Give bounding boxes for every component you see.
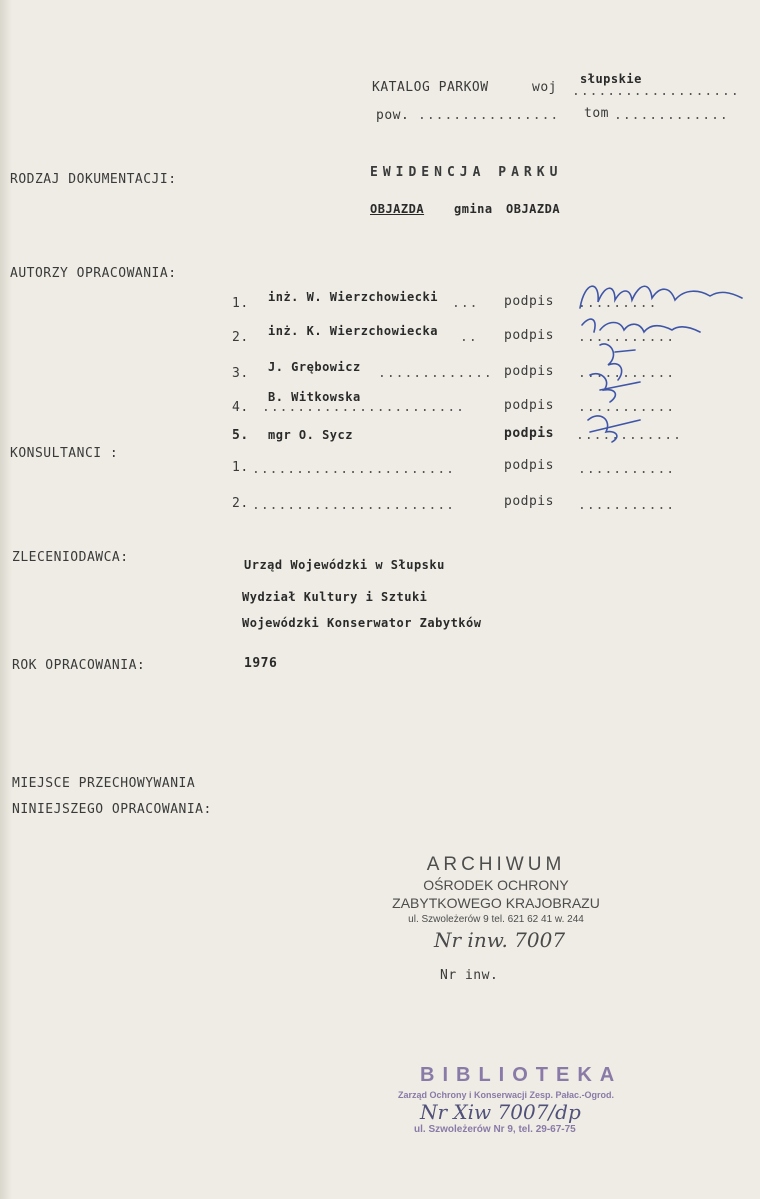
signature-dots-3: ........... xyxy=(578,366,676,381)
signature-dots-2: ........... xyxy=(578,330,676,345)
consultant-num-1: 1. xyxy=(232,460,249,475)
consultant-dots-2: ....................... xyxy=(252,498,456,513)
author-name-1: inż. W. Wierzchowiecki xyxy=(268,290,438,304)
consultant-signature-label-1: podpis xyxy=(504,458,554,473)
year-label: ROK OPRACOWANIA: xyxy=(12,658,146,673)
author-name-5: mgr O. Sycz xyxy=(268,428,353,442)
consultant-signature-dots-1: ........... xyxy=(578,462,676,477)
author-name-2: inż. K. Wierzchowiecka xyxy=(268,324,438,338)
signature-dots-4: ........... xyxy=(578,400,676,415)
signature-label-1: podpis xyxy=(504,294,554,309)
pow-label: pow. xyxy=(376,108,410,123)
consultant-num-2: 2. xyxy=(232,496,249,511)
woj-label: woj xyxy=(532,80,557,95)
author-num-4: 4. xyxy=(232,400,249,415)
signature-label-5: podpis xyxy=(504,426,554,441)
author-dots-2: .. xyxy=(460,330,478,345)
archive-handwritten-number: Nr inw. 7007 xyxy=(434,928,566,952)
archive-stamp-title: ARCHIWUM xyxy=(426,854,566,875)
client-line-2: Wydział Kultury i Sztuki xyxy=(242,590,428,604)
client-line-1: Urząd Wojewódzki w Słupsku xyxy=(244,558,445,572)
doc-title: EWIDENCJA PARKU xyxy=(370,165,563,180)
consultant-signature-dots-2: ........... xyxy=(578,498,676,513)
client-line-3: Wojewódzki Konserwator Zabytków xyxy=(242,616,482,630)
author-dots-3: ............. xyxy=(378,366,493,381)
author-dots-1: ... xyxy=(452,296,479,311)
library-stamp-title: BIBLIOTEKA xyxy=(420,1064,623,1086)
consultant-dots-1: ....................... xyxy=(252,462,456,477)
archive-stamp xyxy=(388,854,604,928)
author-name-3: J. Grębowicz xyxy=(268,360,361,374)
inventory-label: Nr inw. xyxy=(440,968,499,983)
tom-label: tom xyxy=(584,106,609,121)
archive-stamp-line-1: OŚRODEK OCHRONY xyxy=(423,877,569,893)
park-place: OBJAZDA xyxy=(370,202,425,216)
signature-label-2: podpis xyxy=(504,328,554,343)
year-value: 1976 xyxy=(244,656,278,671)
author-name-4: B. Witkowska xyxy=(268,390,361,404)
library-stamp-line-1: Zarząd Ochrony i Konserwacji Zesp. Pałac.-Ogrod. xyxy=(398,1090,615,1100)
catalog-label: KATALOG PARKOW xyxy=(372,80,489,95)
signature-label-3: podpis xyxy=(504,364,554,379)
author-num-3: 3. xyxy=(232,366,249,381)
signature-dots-1: ......... xyxy=(578,296,658,311)
signature-label-4: podpis xyxy=(504,398,554,413)
storage-line-1: MIEJSCE PRZECHOWYWANIA xyxy=(12,776,196,791)
storage-line-2: NINIEJSZEGO OPRACOWANIA: xyxy=(12,802,212,817)
author-num-1: 1. xyxy=(232,296,249,311)
consultant-signature-label-2: podpis xyxy=(504,494,554,509)
doc-type-label: RODZAJ DOKUMENTACJI: xyxy=(10,172,177,187)
pow-dots: ................ xyxy=(418,108,560,123)
author-dots-4: ....................... xyxy=(262,400,466,415)
handwritten-signatures xyxy=(560,270,750,460)
client-label: ZLECENIODAWCA: xyxy=(12,550,129,565)
gmina-value: OBJAZDA xyxy=(506,202,561,216)
tom-dots: ............. xyxy=(614,108,729,123)
woj-dots: ................... xyxy=(572,84,740,99)
woj-value: słupskie xyxy=(580,72,642,86)
author-num-2: 2. xyxy=(232,330,249,345)
author-num-5: 5. xyxy=(232,428,249,443)
authors-label: AUTORZY OPRACOWANIA: xyxy=(10,266,177,281)
archive-stamp-line-3: ul. Szwoleżerów 9 tel. 621 62 41 w. 244 xyxy=(408,914,584,925)
consultants-label: KONSULTANCI : xyxy=(10,446,119,461)
library-handwritten-number: Nr Xiw 7007/dp xyxy=(420,1100,581,1124)
signature-dots-5: ............ xyxy=(576,428,682,443)
library-stamp-line-2: ul. Szwoleżerów Nr 9, tel. 29-67-75 xyxy=(414,1124,576,1135)
archive-stamp-line-2: ZABYTKOWEGO KRAJOBRAZU xyxy=(392,895,600,911)
gmina-label: gmina xyxy=(454,202,493,216)
